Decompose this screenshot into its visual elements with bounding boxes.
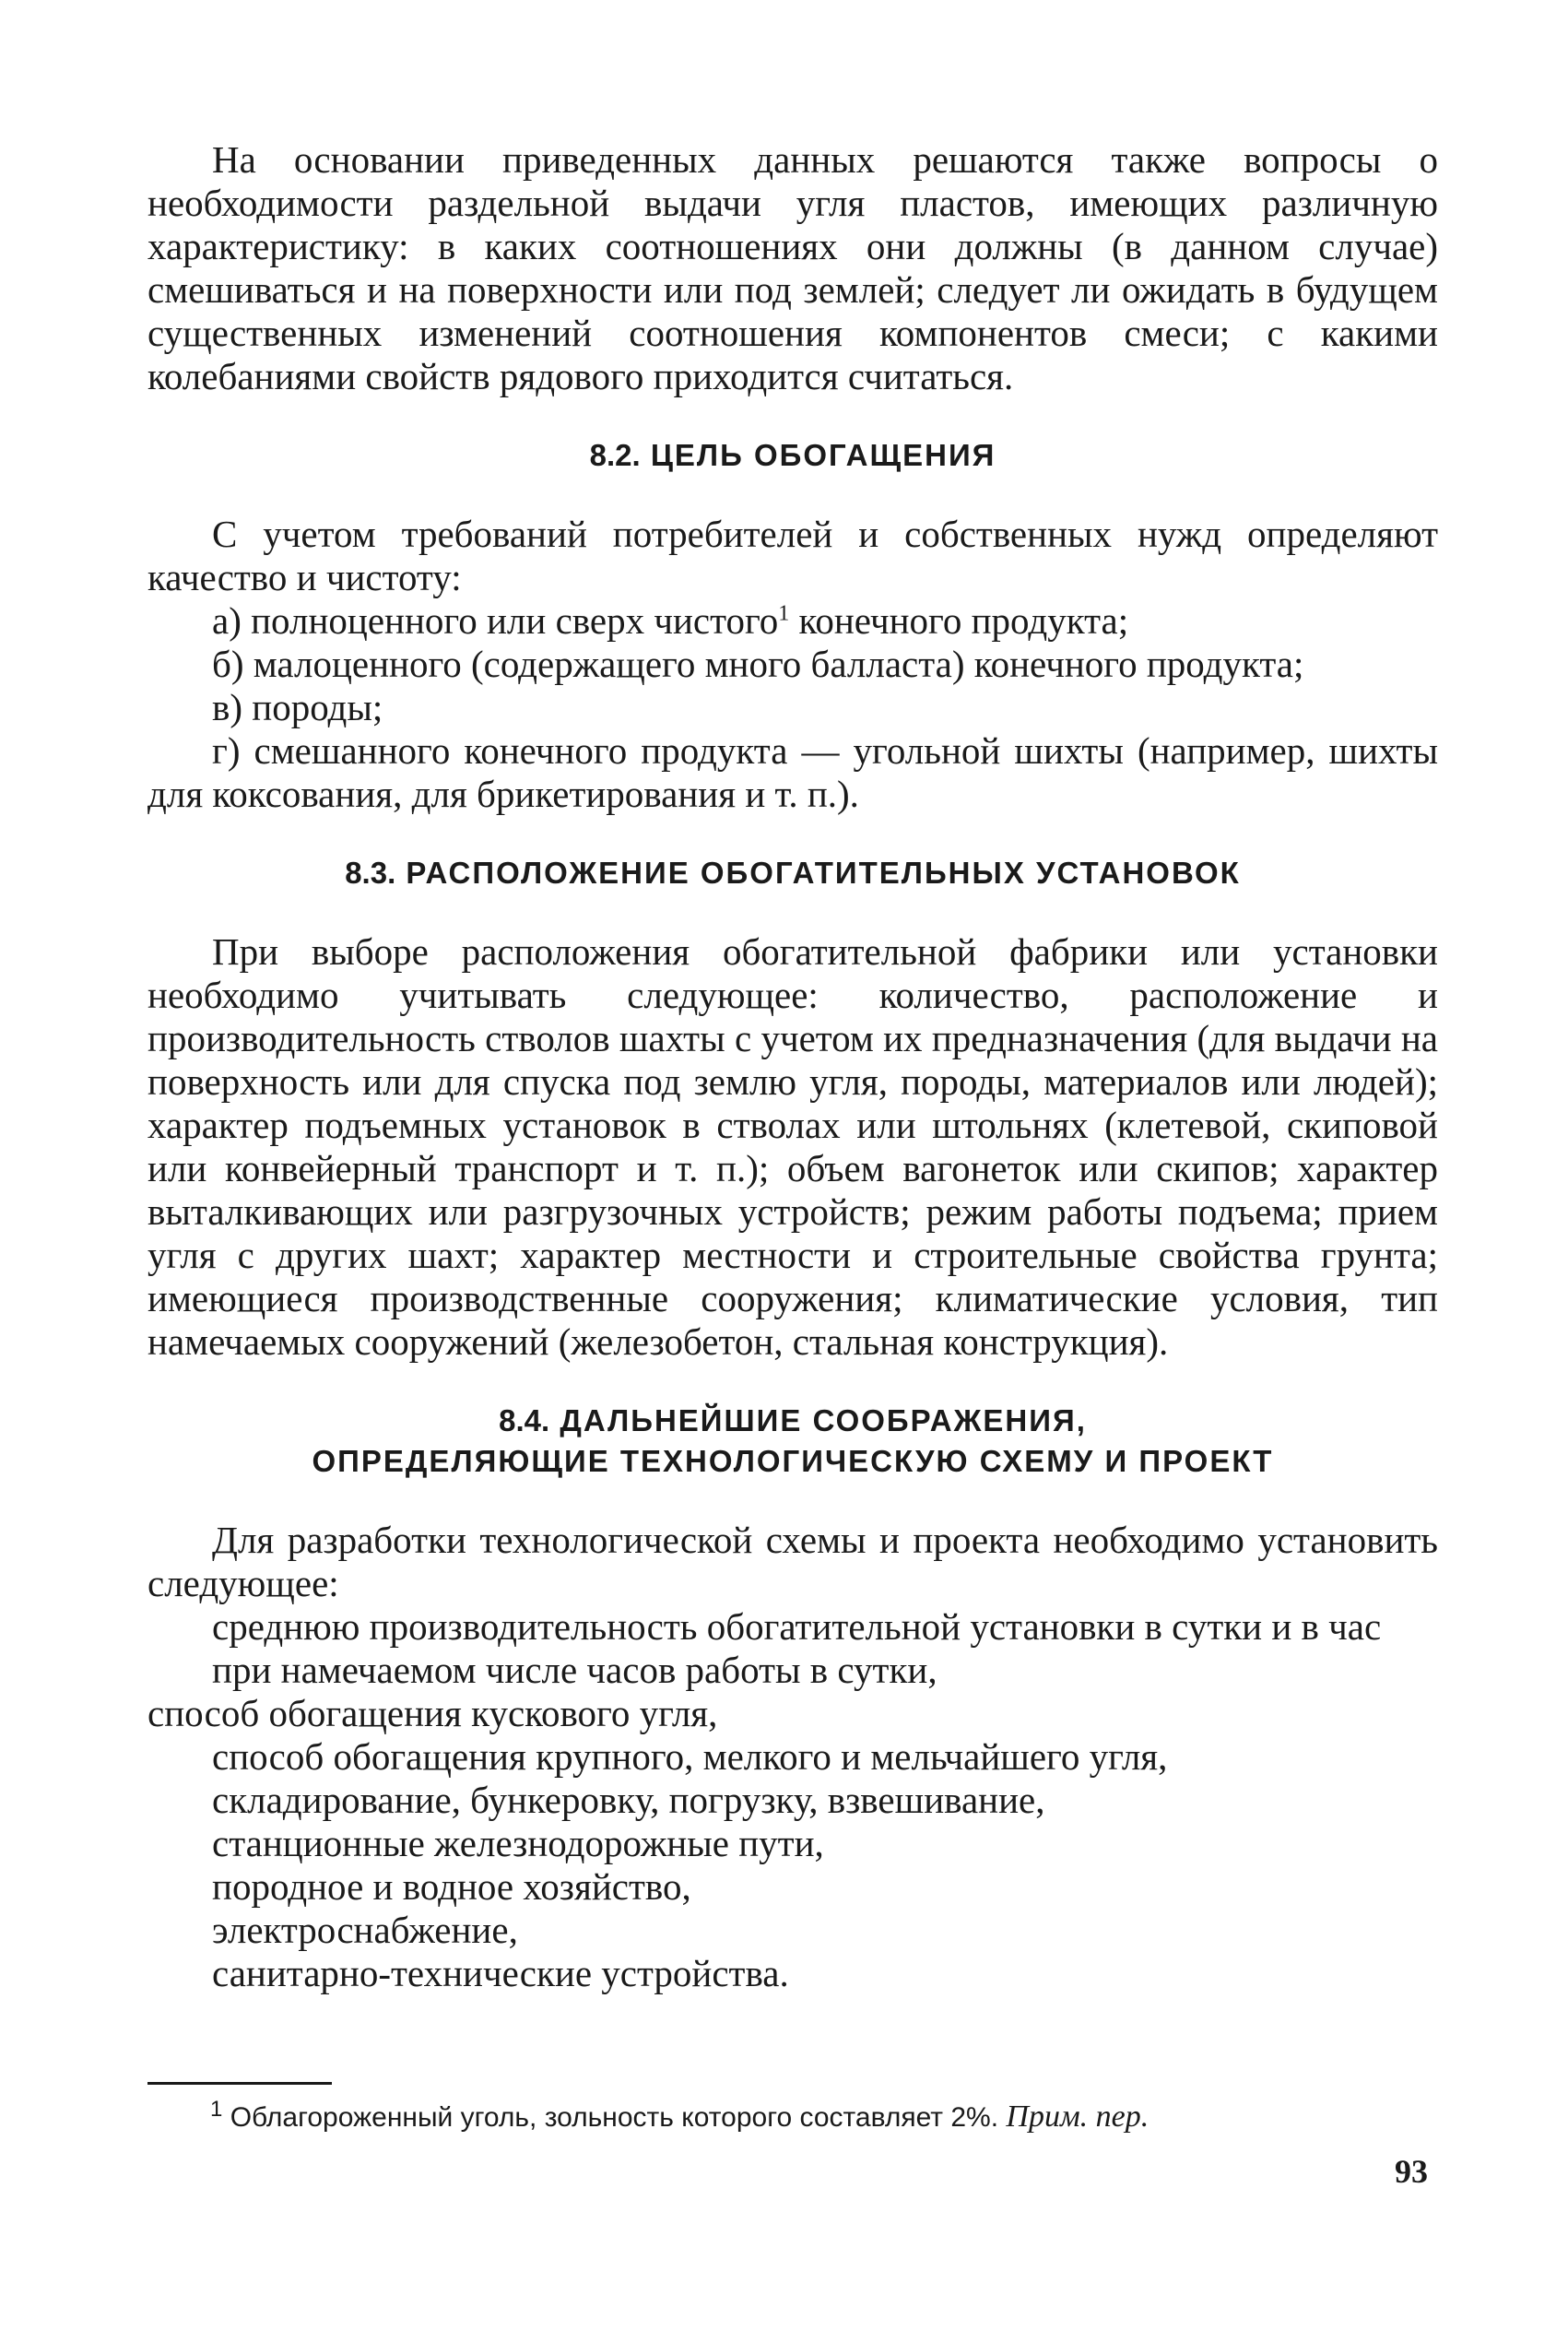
footnote-reference: 1 xyxy=(778,601,790,626)
section-number: 8.2. xyxy=(589,438,641,472)
section-heading-8-2 xyxy=(147,435,1438,476)
list-item-d: г) смешанного конечного продукта — угольной шихты (например, шихты для коксования, для брикетирования и т. п.). xyxy=(147,729,1438,815)
section-title-line-2: ОПРЕДЕЛЯЮЩИЕ ТЕХНОЛОГИЧЕСКУЮ СХЕМУ И ПРОЕКТ xyxy=(312,1444,1274,1478)
section-8-2-lead: С учетом требований потребителей и собственных нужд определяют качество и чистоту: xyxy=(147,513,1438,598)
footnote-divider xyxy=(147,2082,332,2085)
list-item: способ обогащения кускового угля, xyxy=(147,1692,718,1734)
list-item: складирование, бункеровку, погрузку, взвешивание, xyxy=(212,1779,1045,1821)
list-item: электроснабжение, xyxy=(212,1909,518,1951)
list-item: способ обогащения крупного, мелкого и мельчайшего угля, xyxy=(212,1735,1168,1778)
list-item-b: б) малоценного (содержащего много балласта) конечного продукта; xyxy=(212,643,1304,685)
list-item: санитарно-технические устройства. xyxy=(212,1952,789,1994)
section-8-3-paragraph: При выборе расположения обогатительной фабрики или установки необходимо учитывать следующее: количество, расположение и производительность стволов шахты с учетом их предназначения (для выдачи на поверхность или для спуска под землю угля, породы, материалов или людей); характер подъемных установок в стволах или штольнях (клетевой, скиповой или конвейерный транспорт и т. п.); объем вагонеток или скипов; характер выталкивающих или разгрузочных устройств; режим работы подъема; прием угля с других шахт; характер местности и строительные свойства грунта; имеющиеся производственные сооружения; климатические условия, тип намечаемых сооружений (железобетон, стальная конструкция). xyxy=(147,930,1438,1363)
footnote-translator-note: Прим. пер. xyxy=(1006,2099,1149,2134)
section-title: ЦЕЛЬ ОБОГАЩЕНИЯ xyxy=(650,438,996,472)
list-item: среднюю производительность обогатительной установки в сутки и в час при намечаемом числе часов работы в сутки, xyxy=(212,1605,1382,1691)
section-heading-8-4 xyxy=(147,1401,1438,1482)
section-8-4-lead: Для разработки технологической схемы и проекта необходимо установить следующее: xyxy=(147,1519,1438,1604)
section-title: РАСПОЛОЖЕНИЕ ОБОГАТИТЕЛЬНЫХ УСТАНОВОК xyxy=(406,856,1241,890)
footnote xyxy=(210,2099,1149,2136)
page-number: 93 xyxy=(1395,2153,1428,2190)
list-item: породное и водное хозяйство, xyxy=(212,1865,691,1908)
section-title-line-1 xyxy=(147,1401,1438,1441)
list-item-c: в) породы; xyxy=(212,686,383,728)
footnote-text: Облагороженный уголь, зольность которого составляет 2%. xyxy=(230,2102,999,2133)
section-number: 8.4. xyxy=(499,1403,550,1437)
list-item-a xyxy=(147,599,1438,643)
footnote-mark: 1 xyxy=(210,2097,223,2122)
section-title-part-1: ДАЛЬНЕЙШИЕ СООБРАЖЕНИЯ, xyxy=(560,1403,1087,1437)
list-item: станционные железнодорожные пути, xyxy=(212,1822,824,1864)
list-item-a-text: а) полноценного или сверх чистого xyxy=(212,599,779,642)
intro-paragraph: На основании приведенных данных решаются также вопросы о необходимости раздельной выдачи угля пластов, имеющих различную характеристику: в каких соотношениях они должны (в данном случае) смешиваться и на поверхности или под землей; следует ли ожидать в будущем существенных изменений соотношения компонентов смеси; с какими колебаниями свойств рядового приходится считаться. xyxy=(147,138,1438,397)
section-heading-8-3 xyxy=(147,853,1438,893)
page-body xyxy=(147,138,1438,1995)
section-number: 8.3. xyxy=(345,856,396,890)
list-item-a-text-end: конечного продукта; xyxy=(789,599,1129,642)
